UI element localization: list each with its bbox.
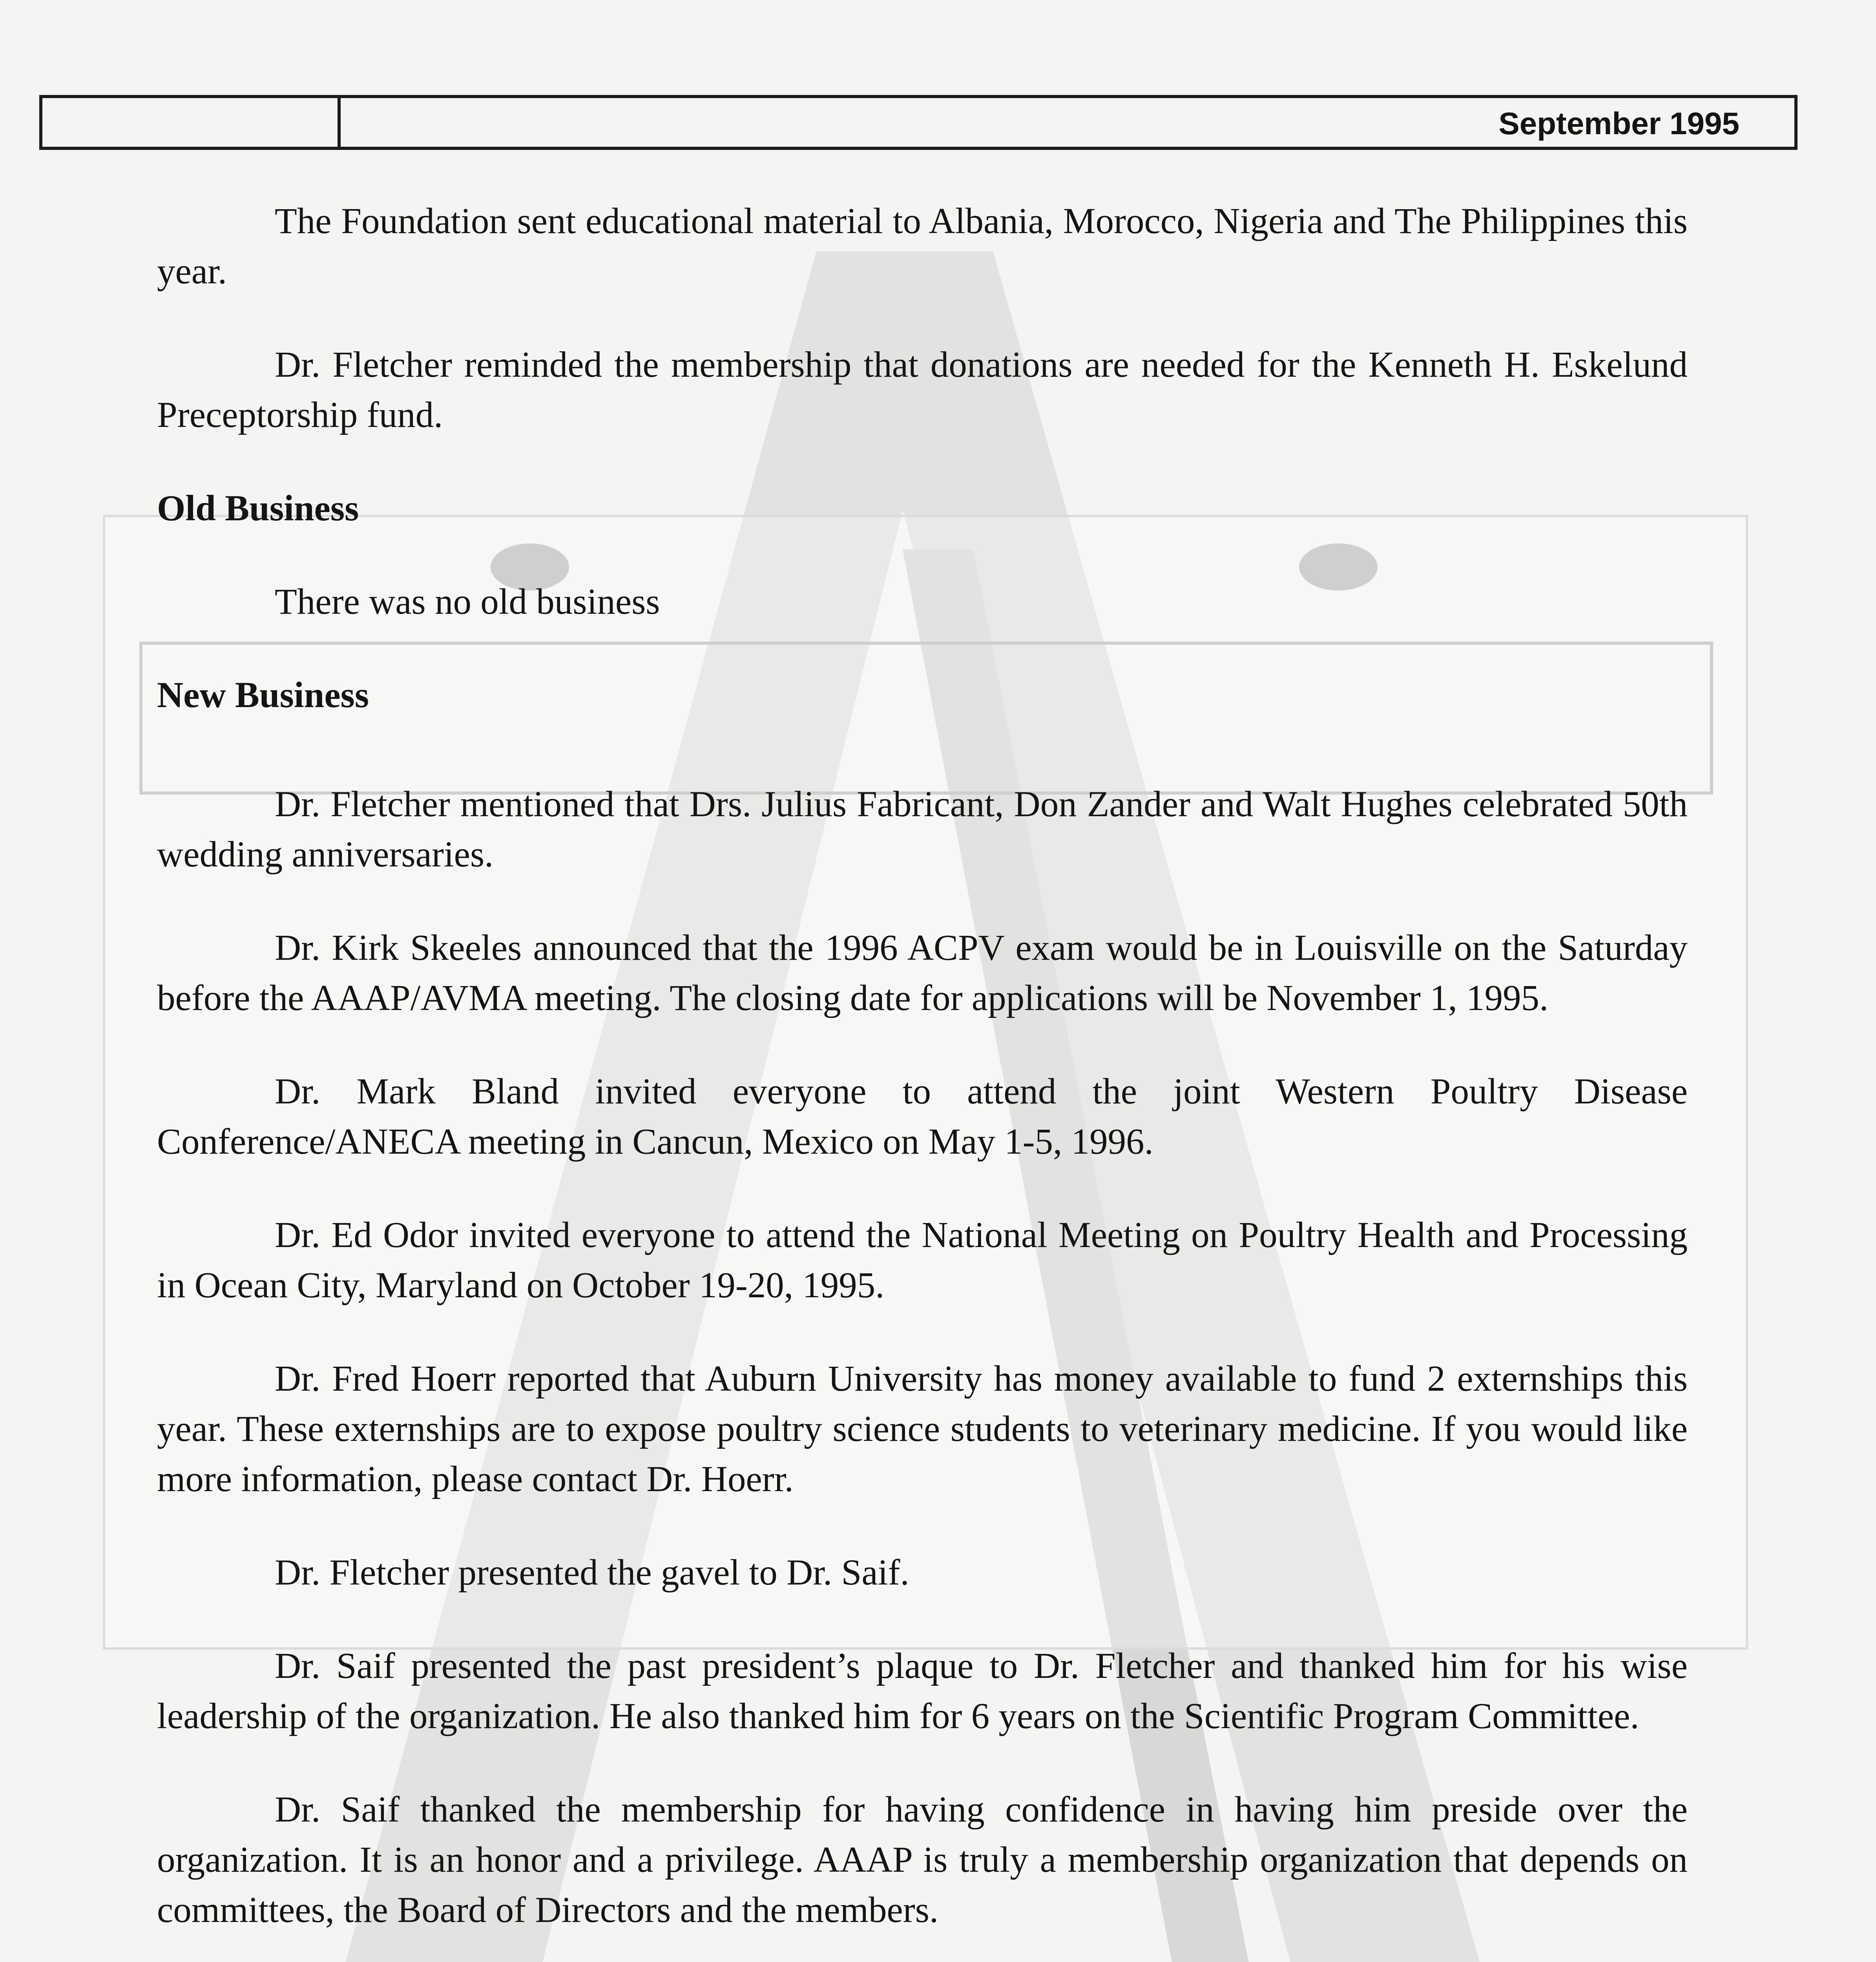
paragraph: Dr. Saif presented the past president’s plaque to Dr. Fletcher and thanked him for his wise leadership of the organization. He also thanked him for 6 years on the Scientific Program Committee. [157, 1646, 1688, 1736]
document-body [157, 196, 1688, 1962]
paragraph: Dr. Fletcher mentioned that Drs. Julius Fabricant, Don Zander and Walt Hughes celebrated 50th wedding anniversaries. [157, 784, 1688, 875]
header-divider [338, 98, 341, 147]
paragraph: Dr. Fred Hoerr reported that Auburn University has money available to fund 2 externships this year. These externships are to expose poultry science students to veterinary medicine. If you would like more information, please contact Dr. Hoerr. [157, 1358, 1688, 1499]
paragraph: Dr. Saif thanked the membership for having confidence in having him preside over the organization. It is an honor and a privilege. AAAP is truly a membership organization that depends on committees, the Board of Directors and the members. [157, 1789, 1688, 1930]
section-heading-new-business: New Business [157, 675, 369, 715]
paragraph: Dr. Mark Bland invited everyone to attend the joint Western Poultry Disease Conference/ANECA meeting in Cancun, Mexico on May 1-5, 1996. [157, 1071, 1688, 1162]
section-heading-old-business: Old Business [157, 488, 359, 529]
paragraph: There was no old business [275, 582, 660, 622]
paragraph: Dr. Fletcher reminded the membership that donations are needed for the Kenneth H. Eskelund Preceptorship fund. [157, 345, 1688, 435]
paragraph: Dr. Fletcher presented the gavel to Dr. Saif. [275, 1552, 909, 1593]
header-bar [39, 95, 1798, 150]
header-date: September 1995 [1498, 106, 1739, 141]
paragraph: Dr. Kirk Skeeles announced that the 1996 ACPV exam would be in Louisville on the Saturday before the AAAP/AVMA meeting. The closing date for applications will be November 1, 1995. [157, 928, 1688, 1018]
paragraph: The Foundation sent educational material to Albania, Morocco, Nigeria and The Philippines this year. [157, 201, 1688, 292]
paragraph: Dr. Ed Odor invited everyone to attend the National Meeting on Poultry Health and Processing in Ocean City, Maryland on October 19-20, 1995. [157, 1215, 1688, 1306]
